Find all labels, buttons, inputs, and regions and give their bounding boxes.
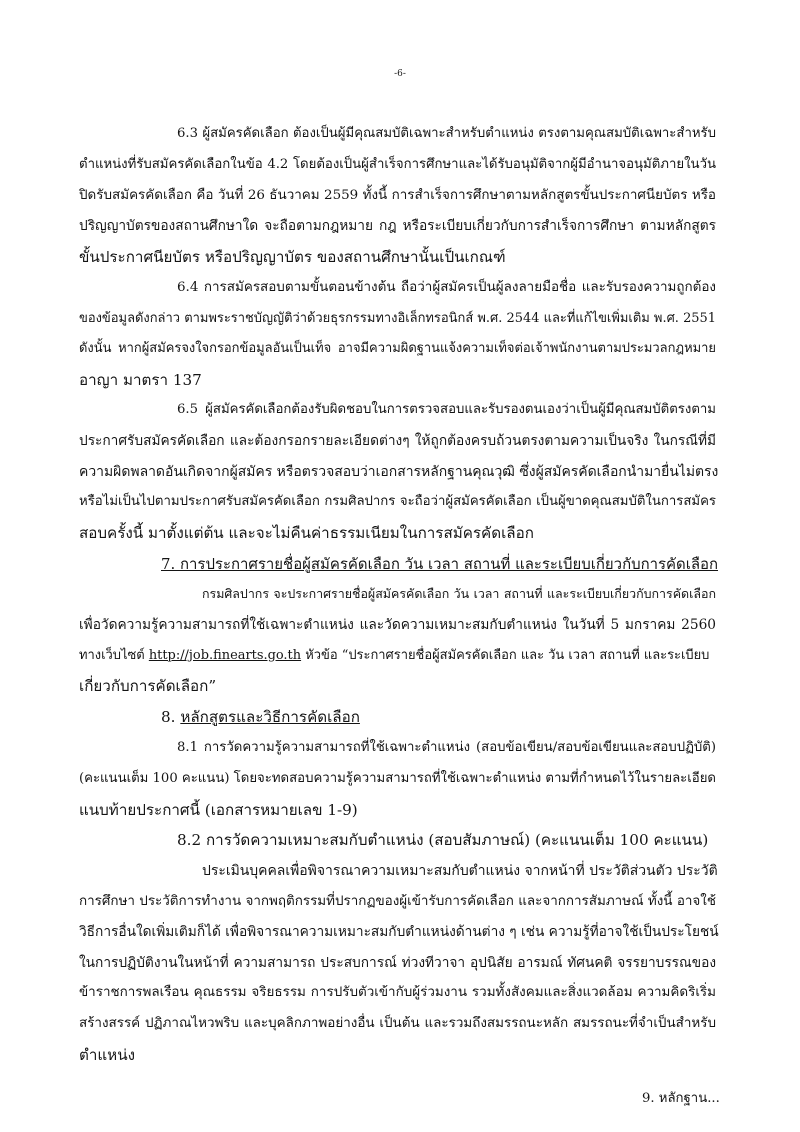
s8-2-line-6: สร้างสรรค์ ปฏิภาณไหวพริบ และบุคลิกภาพอย่างอื่น เป็นต้น และรวมถึงสมรรถนะหลัก สมรรถนะที่จำเป็นสำหรับ (79, 1016, 716, 1031)
s6-5-line-2: ประกาศรับสมัครคัดเลือก และต้องกรอกรายละเอียดต่างๆ ให้ถูกต้องครบถ้วนตรงตามความเป็นจริง ในกรณีที่มี (79, 433, 716, 449)
s7-line-4: เกี่ยวกับการคัดเลือก” (79, 677, 217, 695)
section-8-title: หลักสูตรและวิธีการคัดเลือก (180, 708, 360, 726)
s6-4-line-1: 6.4 การสมัครสอบตามขั้นตอนข้างต้น ถือว่าผู้สมัครเป็นผู้ลงลายมือชื่อ และรับรองความถูกต้อง (177, 280, 716, 295)
s6-5-line-1: 6.5 ผู้สมัครคัดเลือกต้องรับผิดชอบในการตรวจสอบและรับรองตนเองว่าเป็นผู้มีคุณสมบัติตรงตาม (177, 402, 716, 417)
section-8-heading (161, 707, 360, 727)
s7-line-3 (79, 646, 716, 666)
s6-5-line-5: สอบครั้งนี้ มาตั้งแต่ต้น และจะไม่คืนค่าธรรมเนียมในการสมัครคัดเลือก (79, 524, 534, 542)
s6-3-line-3: ปิดรับสมัครคัดเลือก คือ วันที่ 26 ธันวาคม 2559 ทั้งนี้ การสำเร็จการศึกษาตามหลักสูตรขั้นประกาศนียบัตร หรือ (79, 188, 716, 203)
next-page-continuation: 9. หลักฐาน... (642, 1091, 720, 1106)
section-7-heading: 7. การประกาศรายชื่อผู้สมัครคัดเลือก วัน เวลา สถานที่ และระเบียบเกี่ยวกับการคัดเลือก (161, 555, 719, 573)
s8-2-line-4: ในการปฏิบัติงานในหน้าที่ ความสามารถ ประสบการณ์ ท่วงทีวาจา อุปนิสัย อารมณ์ ทัศนคติ จรรยาบรรณของ (79, 955, 716, 971)
s6-4-line-3: ดังนั้น หากผู้สมัครจงใจกรอกข้อมูลอันเป็นเท็จ อาจมีความผิดฐานแจ้งความเท็จต่อเจ้าพนักงานตามประมวลกฎหมาย (79, 341, 716, 356)
s8-2-line-3: วิธีการอื่นใดเพิ่มเติมก็ได้ เพื่อพิจารณาความเหมาะสมกับตำแหน่งด้านต่าง ๆ เช่น ความรู้ที่อาจใช้เป็นประโยชน์ (79, 924, 719, 940)
s7-web-suffix: หัวข้อ “ประกาศรายชื่อผู้สมัครคัดเลือก และ วัน เวลา สถานที่ และระเบียบ (305, 648, 710, 663)
s6-3-line-2: ตำแหน่งที่รับสมัครคัดเลือกในข้อ 4.2 โดยต้องเป็นผู้สำเร็จการศึกษาและได้รับอนุมัติจากผู้มีอำนาจอนุมัติภายในวัน (79, 157, 716, 172)
s8-1-line-3: แนบท้ายประกาศนี้ (เอกสารหมายเลข 1-9) (79, 801, 358, 819)
s8-2-line-7: ตำแหน่ง (79, 1046, 135, 1064)
page-number: -6- (394, 69, 406, 79)
s8-1-line-1: 8.1 การวัดความรู้ความสามารถที่ใช้เฉพาะตำแหน่ง (สอบข้อเขียน/สอบข้อเขียนและสอบปฏิบัติ) (177, 740, 716, 755)
website-link[interactable]: http://job.finearts.go.th (148, 648, 302, 663)
s7-line-2: เพื่อวัดความรู้ความสามารถที่ใช้เฉพาะตำแหน่ง และวัดความเหมาะสมกับตำแหน่ง ในวันที่ 5 มกราคม 2560 (79, 617, 716, 633)
s6-4-line-4: อาญา มาตรา 137 (79, 371, 202, 389)
s8-2-line-2: การศึกษา ประวัติการทำงาน จากพฤติกรรมที่ปรากฏของผู้เข้ารับการคัดเลือก และจากการสัมภาษณ์ ทั้งนี้ อาจใช้ (79, 894, 716, 909)
s6-3-line-1: 6.3 ผู้สมัครคัดเลือก ต้องเป็นผู้มีคุณสมบัติเฉพาะสำหรับตำแหน่ง ตรงตามคุณสมบัติเฉพาะสำหรับ (177, 126, 716, 141)
s8-2-line-5: ข้าราชการพลเรือน คุณธรรม จริยธรรม การปรับตัวเข้ากับผู้ร่วมงาน รวมทั้งสังคมและสิ่งแวดล้อม ความคิดริเริ่ม (79, 985, 716, 1000)
s8-1-line-2: (คะแนนเต็ม 100 คะแนน) โดยจะทดสอบความรู้ความสามารถที่ใช้เฉพาะตำแหน่ง ตามที่กำหนดไว้ในรายละเอียด (79, 771, 716, 786)
s8-2-heading: 8.2 การวัดความเหมาะสมกับตำแหน่ง (สอบสัมภาษณ์) (คะแนนเต็ม 100 คะแนน) (177, 831, 709, 849)
s6-5-line-4: หรือไม่เป็นไปตามประกาศรับสมัครคัดเลือก กรมศิลปากร จะถือว่าผู้สมัครคัดเลือก เป็นผู้ขาดคุณสมบัติในการสมัคร (79, 494, 716, 509)
s6-3-line-5: ขั้นประกาศนียบัตร หรือปริญญาบัตร ของสถานศึกษานั้นเป็นเกณฑ์ (79, 248, 506, 266)
s8-2-line-1: ประเมินบุคคลเพื่อพิจารณาความเหมาะสมกับตำแหน่ง จากหน้าที่ ประวัติส่วนตัว ประวัติ (202, 863, 718, 879)
section-8-number: 8. (161, 708, 176, 726)
s7-line-1: กรมศิลปากร จะประกาศรายชื่อผู้สมัครคัดเลือก วัน เวลา สถานที่ และระเบียบเกี่ยวกับการคัดเลือก (202, 586, 716, 601)
s6-5-line-3: ความผิดพลาดอันเกิดจากผู้สมัคร หรือตรวจสอบว่าเอกสารหลักฐานคุณวุฒิ ซึ่งผู้สมัครคัดเลือกนำมายื่นไม่ตรง (79, 464, 719, 480)
s7-web-prefix: ทางเว็บไซต์ (79, 648, 145, 663)
s6-3-line-4: ปริญญาบัตรของสถานศึกษาใด จะถือตามกฎหมาย กฎ หรือระเบียบเกี่ยวกับการสำเร็จการศึกษา ตามหลักสูตร (79, 218, 716, 234)
s6-4-line-2: ของข้อมูลดังกล่าว ตามพระราชบัญญัติว่าด้วยธุรกรรมทางอิเล็กทรอนิกส์ พ.ศ. 2544 และที่แก้ไขเพิ่มเติม พ.ศ. 2551 (79, 311, 716, 326)
